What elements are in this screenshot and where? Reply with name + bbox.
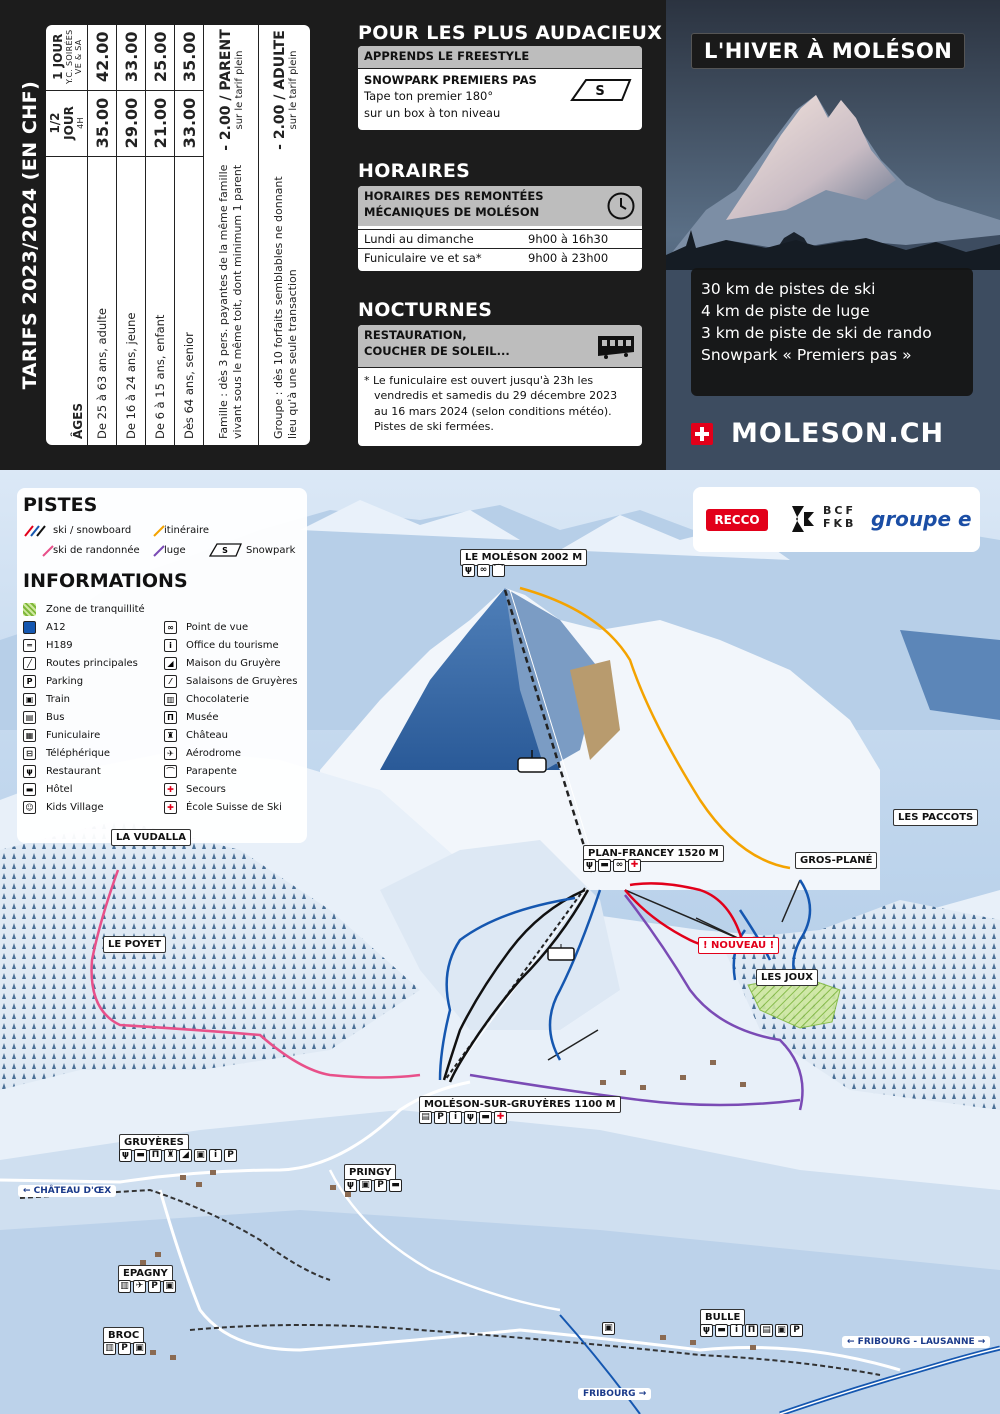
train-icon: ▣ (775, 1324, 788, 1337)
audacieux-title: POUR LES PLUS AUDACIEUX (358, 22, 663, 44)
nocturnes-head-2: COUCHER DE SOLEIL... (364, 343, 510, 358)
legend-info-item: Routes principales (46, 658, 138, 669)
hotel-icon: ▬ (389, 1179, 402, 1192)
hiver-panel (666, 0, 1000, 470)
main-road-icon: ╱ (23, 657, 36, 670)
hotel-icon: ▬ (479, 1111, 492, 1124)
cross-icon: ✚ (628, 859, 641, 872)
plan-francey-icons (583, 859, 641, 872)
restaurant-icon: ψ (344, 1179, 357, 1192)
binoculars-icon: ∞ (477, 564, 490, 577)
freestyle-card (358, 46, 642, 130)
train-icon: ▣ (163, 1280, 176, 1293)
museum-icon: Π (149, 1149, 162, 1162)
train-icon: ▣ (194, 1149, 207, 1162)
restaurant-icon: ψ (23, 765, 36, 778)
chocolate-icon: ▥ (164, 693, 177, 706)
tariff-header-half-day: 1/2 JOUR 4H (46, 91, 88, 157)
legend-info-item: Musée (186, 712, 219, 723)
bus-icon: ▤ (419, 1111, 432, 1124)
paraglider-icon: ⌒ (493, 565, 503, 575)
kids-icon: ☺ (23, 801, 36, 814)
castle-icon: ♜ (164, 1149, 177, 1162)
legend-luge: luge (164, 545, 186, 556)
museum-icon: Π (745, 1324, 758, 1337)
legend-info-item: Bus (46, 712, 65, 723)
castle-icon: ♜ (164, 729, 177, 742)
label-gros-plane: GROS-PLANÉ (795, 852, 877, 869)
parking-icon: P (374, 1179, 387, 1192)
snowpark-title: SNOWPARK PREMIERS PAS (364, 72, 537, 87)
fact-item: Snowpark « Premiers pas » (701, 346, 912, 364)
legend-info-item: A12 (46, 622, 66, 633)
label-bulle: BULLE (700, 1309, 745, 1326)
horaires-head-2: MÉCANIQUES DE MOLÉSON (364, 204, 540, 219)
legend-info-item: Parapente (186, 766, 237, 777)
legend-info-item: H189 (46, 640, 73, 651)
label-la-vudalla: LA VUDALLA (111, 829, 191, 846)
freestyle-card-head: APPRENDS LE FREESTYLE (358, 46, 642, 68)
chocolate-icon: ▥ (103, 1342, 116, 1355)
parking-icon: P (23, 675, 36, 688)
paraglider-icon: ⌒ (164, 765, 177, 778)
label-epagny: EPAGNY (118, 1265, 173, 1282)
legend-pistes-title: PISTES (23, 494, 98, 516)
horaires-title: HORAIRES (358, 160, 471, 182)
parking-icon: P (118, 1342, 131, 1355)
restaurant-icon: ψ (119, 1149, 132, 1162)
cablecar-cabin (518, 758, 546, 772)
bulle-icons (700, 1324, 803, 1337)
horaires-head-1: HORAIRES DES REMONTÉES (364, 189, 544, 203)
bus-icon: ▤ (760, 1324, 773, 1337)
nocturnes-note-2: vendredis et samedis du 29 décembre 2023 (374, 389, 618, 403)
legend-ski: ski / snowboard (53, 525, 132, 536)
legend-info-title: INFORMATIONS (23, 570, 188, 592)
horaires-row: Funiculaire ve et sa* 9h00 à 23h00 (358, 248, 642, 267)
restaurant-icon: ψ (462, 564, 475, 577)
top-info-band (0, 0, 1000, 470)
museum-icon: Π (164, 711, 177, 724)
nocturnes-note-4: Pistes de ski fermées. (374, 420, 494, 434)
fact-item: 3 km de piste de ski de rando (701, 324, 932, 342)
legend-info-item: Point de vue (186, 622, 249, 633)
label-plan-francey: PLAN-FRANCEY 1520 M (583, 845, 724, 862)
label-les-paccots: LES PACCOTS (893, 809, 978, 826)
tariff-row-groupe: Groupe : dès 10 forfaits semblables ne donnant lieu qu'à une seule transaction - 2.00 / ADULTE sur le tarif plein (272, 30, 300, 439)
snowpark-text-1: Tape ton premier 180° (364, 89, 494, 104)
parking-icon: P (434, 1111, 447, 1124)
sausage-icon: ⁄ (164, 675, 177, 688)
info-icon: i (730, 1324, 743, 1337)
info-icon: i (449, 1111, 462, 1124)
train-icon: ▣ (23, 693, 36, 706)
legend-info-item: Parking (46, 676, 84, 687)
tariff-table-box (46, 25, 310, 445)
bulle-station-icon (602, 1322, 615, 1335)
nocturnes-card (358, 325, 642, 446)
tariff-table (46, 25, 311, 445)
cablecar-icon: ⊟ (23, 747, 36, 760)
ski-school-icon: ✚ (494, 1111, 507, 1124)
legend-info-item: Kids Village (46, 802, 104, 813)
pringy-icons (344, 1179, 402, 1192)
plane-icon: ✈ (133, 1280, 146, 1293)
legend-snowpark: Snowpark (246, 545, 296, 556)
label-nouveau: ! NOUVEAU ! (698, 937, 779, 954)
label-moleson: LE MOLÉSON 2002 M (460, 549, 587, 566)
hotel-icon: ▬ (23, 783, 36, 796)
clock-icon (606, 191, 636, 221)
legend-info-item: Château (186, 730, 228, 741)
info-icon: i (209, 1149, 222, 1162)
cross-icon: ✚ (164, 783, 177, 796)
legend-info-item: Maison du Gruyère (186, 658, 281, 669)
road-icon: ═ (23, 639, 36, 652)
legend-info-item: Restaurant (46, 766, 101, 777)
funicular-icon: ▦ (23, 729, 36, 742)
fact-item: 4 km de piste de luge (701, 302, 870, 320)
legend-info-item: Zone de tranquillité (46, 604, 145, 615)
label-pringy: PRINGY (344, 1164, 396, 1181)
tariff-row: De 6 à 15 ans, enfant 21.00 25.00 (146, 25, 175, 445)
legend-info-item: École Suisse de Ski (186, 802, 282, 813)
restaurant-icon: ψ (464, 1111, 477, 1124)
fact-item: 30 km de pistes de ski (701, 280, 876, 298)
hiver-facts (691, 268, 973, 396)
nocturnes-head-1: RESTAURATION, (364, 328, 467, 342)
info-icon: i (164, 639, 177, 652)
map-legend (17, 488, 307, 843)
binoculars-icon: ∞ (164, 621, 177, 634)
hiver-title: L'HIVER À MOLÉSON (691, 33, 965, 69)
epagny-icons (118, 1280, 176, 1293)
ski-school-icon: ✚ (164, 801, 177, 814)
moleson-village-icons (419, 1111, 507, 1124)
legend-info-item: Train (46, 694, 70, 705)
legend-info-item: Téléphérique (46, 748, 111, 759)
website-link[interactable] (691, 418, 944, 449)
nocturnes-note-1: * Le funiculaire est ouvert jusqu'à 23h les (364, 374, 594, 387)
direction-fribourg: FRIBOURG → (578, 1388, 651, 1400)
snowpark-icon (570, 77, 634, 103)
tariff-header-day: 1 JOUR Y.C. SOIRÉES VE & SA (46, 25, 88, 91)
snowpark-icon (209, 543, 243, 557)
nocturnes-note-3: au 16 mars 2024 (selon conditions météo). (374, 404, 612, 418)
bus-icon: ▤ (23, 711, 36, 724)
svg-text:S: S (222, 546, 228, 555)
bcf-logo-text: BCF FKB (823, 504, 857, 530)
sponsor-logos (693, 487, 980, 552)
hotel-icon: ▬ (598, 859, 611, 872)
label-broc: BROC (103, 1327, 144, 1344)
groupe-e-logo: groupe e (871, 507, 972, 531)
legend-info-item: Secours (186, 784, 226, 795)
label-le-poyet: LE POYET (103, 936, 166, 953)
legend-rando: ski de randonnée (53, 545, 140, 556)
train-icon: ▣ (602, 1322, 615, 1335)
restaurant-icon: ψ (700, 1324, 713, 1337)
direction-chateau-doex: ← CHÂTEAU D'ŒX (18, 1185, 116, 1197)
horaires-row: Lundi au dimanche 9h00 à 16h30 (358, 229, 642, 248)
gruyeres-icons (119, 1149, 237, 1162)
label-moleson-sur-gruyeres: MOLÉSON-SUR-GRUYÈRES 1100 M (419, 1096, 621, 1113)
parking-icon: P (224, 1149, 237, 1162)
legend-itineraire: itinéraire (164, 525, 210, 536)
tariff-title-text: TARIFS 2023/2024 (EN CHF) (19, 80, 41, 390)
nocturnes-title: NOCTURNES (358, 299, 493, 321)
recco-logo: RECCO (706, 509, 768, 531)
snowpark-text-2: sur un box à ton niveau (364, 105, 501, 120)
label-les-joux: LES JOUX (756, 969, 818, 986)
hotel-icon: ▬ (134, 1149, 147, 1162)
tariff-row: De 25 à 63 ans, adulte 35.00 42.00 (88, 25, 117, 445)
restaurant-icon: ψ (583, 859, 596, 872)
svg-text:S: S (595, 83, 605, 99)
highway-icon (23, 621, 36, 634)
hatch-icon (23, 603, 36, 616)
tariff-title (15, 25, 45, 445)
plane-icon: ✈ (164, 747, 177, 760)
legend-info-item: Chocolaterie (186, 694, 250, 705)
legend-info-item: Hôtel (46, 784, 73, 795)
direction-fribourg-lausanne: ← FRIBOURG - LAUSANNE → (842, 1336, 990, 1348)
tariff-row: Dès 64 ans, senior 33.00 35.00 (175, 25, 204, 445)
broc-icons (103, 1342, 146, 1355)
moleson-icons (462, 564, 505, 577)
ski-map (0, 470, 1000, 1414)
train-icon: ▣ (359, 1179, 372, 1192)
cheese-icon: ◢ (164, 657, 177, 670)
legend-info-item: Aérodrome (186, 748, 242, 759)
parking-icon: P (148, 1280, 161, 1293)
website-text[interactable]: MOLESON.CH (731, 418, 945, 449)
legend-info-item: Salaisons de Gruyères (186, 676, 298, 687)
tariff-section (15, 25, 311, 445)
bcf-logo-mark (788, 504, 818, 534)
hotel-icon: ▬ (715, 1324, 728, 1337)
swiss-flag-icon (691, 423, 713, 445)
tariff-row: De 16 à 24 ans, jeune 29.00 33.00 (117, 25, 146, 445)
binoculars-icon: ∞ (613, 859, 626, 872)
chocolate-icon: ▥ (118, 1280, 131, 1293)
legend-info-item: Office du tourisme (186, 640, 279, 651)
label-gruyeres: GRUYÈRES (119, 1134, 189, 1151)
funicular-icon (596, 332, 636, 360)
tariff-header-ages: ÂGES (46, 157, 88, 445)
parking-icon: P (790, 1324, 803, 1337)
ski-piste-icon (23, 525, 53, 537)
mountain-photo (666, 0, 1000, 470)
horaires-card (358, 186, 642, 271)
cheese-icon: ◢ (179, 1149, 192, 1162)
tariff-row-famille: Famille : dès 3 pers. payantes de la même famille vivant sous le même toit, dont minimum 1 parent - 2.00 / PARENT sur le tarif plein (204, 25, 259, 445)
legend-info-item: Funiculaire (46, 730, 101, 741)
train-icon: ▣ (133, 1342, 146, 1355)
